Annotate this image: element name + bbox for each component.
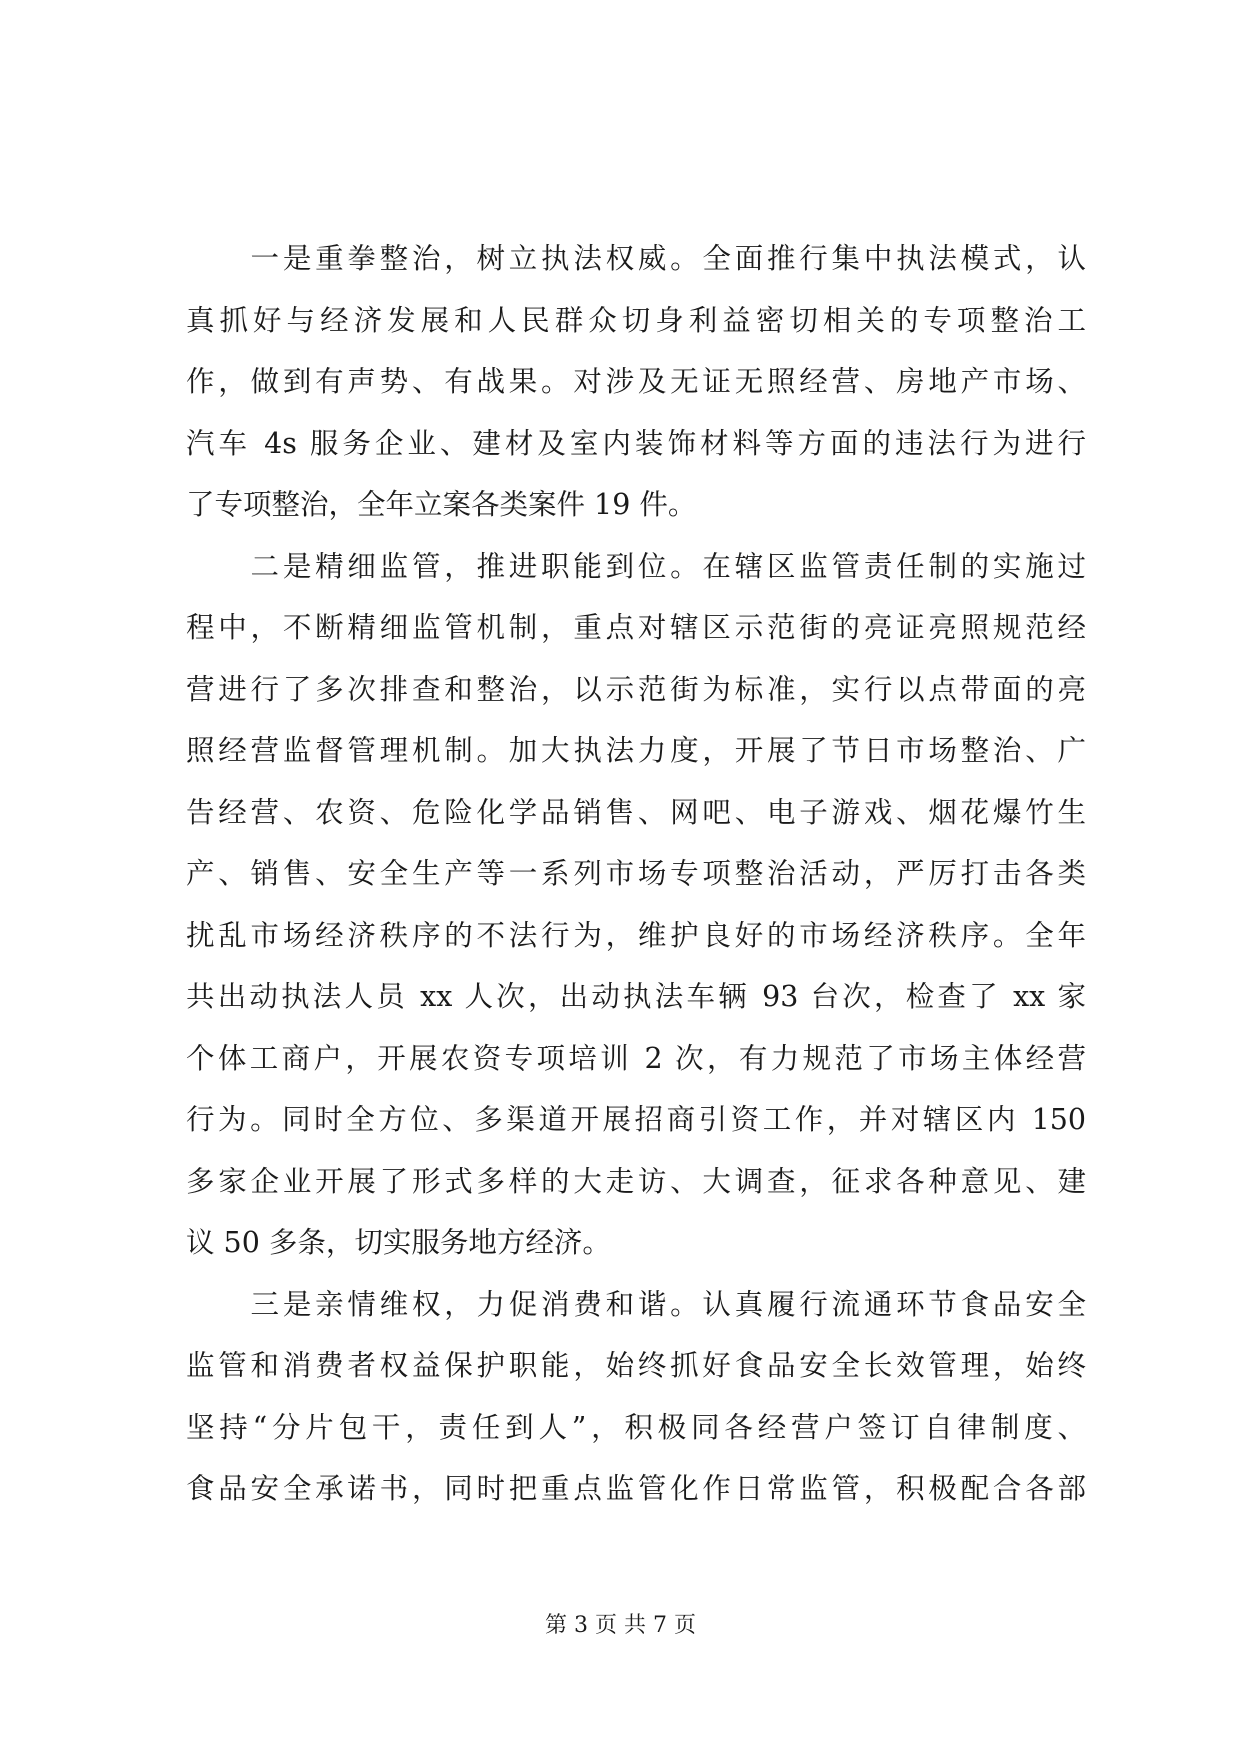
text-line: 二是精细监管，推进职能到位。在辖区监管责任制的实施过 — [186, 549, 1086, 583]
text-line: 行为。同时全方位、多渠道开展招商引资工作，并对辖区内 150 — [186, 1103, 1086, 1136]
text-line: 告经营、农资、危险化学品销售、网吧、电子游戏、烟花爆竹生 — [186, 795, 1086, 829]
text-line: 照经营监督管理机制。加大执法力度，开展了节日市场整治、广 — [186, 734, 1086, 767]
text-line: 了专项整治，全年立案各类案件 19 件。 — [186, 488, 697, 521]
text-line: 产、销售、安全生产等一系列市场专项整治活动，严厉打击各类 — [186, 857, 1086, 890]
text-line: 汽车 4s 服务企业、建材及室内装饰材料等方面的违法行为进行 — [186, 426, 1086, 460]
text-line: 议 50 多条，切实服务地方经济。 — [186, 1226, 611, 1259]
text-line: 三是亲情维权，力促消费和谐。认真履行流通环节食品安全 — [186, 1287, 1086, 1321]
text-line: 个体工商户，开展农资专项培训 2 次，有力规范了市场主体经营 — [186, 1041, 1086, 1075]
page-footer: 第 3 页 共 7 页 — [545, 1613, 696, 1638]
text-line: 作，做到有声势、有战果。对涉及无证无照经营、房地产市场、 — [186, 365, 1086, 398]
document-body — [186, 228, 1086, 1520]
text-line: 扰乱市场经济秩序的不法行为，维护良好的市场经济秩序。全年 — [186, 918, 1086, 952]
text-line: 多家企业开展了形式多样的大走访、大调查，征求各种意见、建 — [186, 1164, 1086, 1198]
text-line: 食品安全承诺书，同时把重点监管化作日常监管，积极配合各部 — [186, 1472, 1086, 1505]
text-line: 营进行了多次排查和整治，以示范街为标准，实行以点带面的亮 — [186, 672, 1086, 706]
text-line: 程中，不断精细监管机制，重点对辖区示范街的亮证亮照规范经 — [186, 611, 1086, 644]
text-line: 共出动执法人员 xx 人次，出动执法车辆 93 台次，检查了 xx 家 — [186, 980, 1086, 1013]
text-line: 坚持“分片包干，责任到人”，积极同各经营户签订自律制度、 — [186, 1410, 1086, 1444]
text-line: 监管和消费者权益保护职能，始终抓好食品安全长效管理，始终 — [186, 1349, 1086, 1382]
text-line: 一是重拳整治，树立执法权威。全面推行集中执法模式，认 — [186, 242, 1086, 275]
text-line: 真抓好与经济发展和人民群众切身利益密切相关的专项整治工 — [186, 303, 1086, 337]
